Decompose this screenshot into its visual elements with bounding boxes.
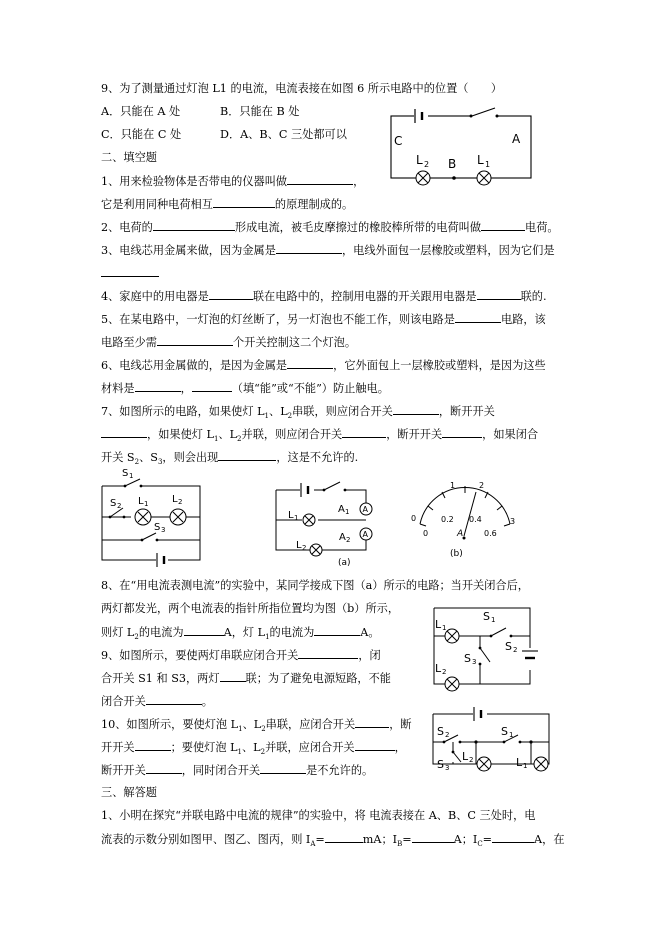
fill-10-line-2: 开开关 ；要使灯泡 $L_1$、$L_2$并联，应闭合开关 ， <box>101 741 406 757</box>
svg-text:2: 2 <box>513 646 518 654</box>
svg-text:A: A <box>338 504 345 515</box>
blank[interactable] <box>101 426 147 438</box>
blank[interactable] <box>209 288 253 300</box>
fig-label-b: B <box>448 157 457 171</box>
svg-text:2: 2 <box>445 731 450 739</box>
q9-option-c[interactable]: C．只能在 C 处 <box>101 128 182 141</box>
svg-text:0.6: 0.6 <box>484 529 497 538</box>
blank[interactable] <box>342 426 386 438</box>
svg-text:0.2: 0.2 <box>441 515 454 524</box>
fill-7-line-3: 开关 $S_2$、$S_3$，则会出现 ，这是不允许的. <box>101 451 359 467</box>
svg-text:3: 3 <box>161 526 166 534</box>
svg-text:2: 2 <box>117 502 122 510</box>
blank[interactable] <box>393 403 439 415</box>
blank[interactable] <box>455 311 501 323</box>
svg-text:0.4: 0.4 <box>469 515 482 524</box>
fill-2: 2、电荷的 形成电流，被毛皮摩擦过的橡胶棒所带的电荷叫做 电荷。 <box>101 221 559 234</box>
q9b-lamp-l1-icon <box>445 629 459 643</box>
q8a-lamp-l2-icon <box>310 544 322 556</box>
svg-text:0: 0 <box>411 514 417 523</box>
svg-text:S: S <box>437 725 444 738</box>
fill-7-line-2: ，如果使灯 $L_1$、$L_2$并联，则应闭合开关 ，断开开关 ，如果闭合 <box>101 426 538 447</box>
svg-text:1: 1 <box>294 514 299 522</box>
q10-lamp-l2-icon <box>477 757 491 771</box>
svg-text:2: 2 <box>442 668 447 676</box>
svg-text:L: L <box>435 662 442 675</box>
fill-7-line-1: 7、如图所示的电路，如果使灯 $L_1$、$L_2$串联，则应闭合开关 ，断开开关 <box>101 405 495 421</box>
fill-1-line-2: 它是利用同种电荷相互 的原理制成的。 <box>101 198 354 211</box>
svg-text:1: 1 <box>450 481 456 490</box>
fill-9-line-3: 闭合开关 。 <box>101 695 213 708</box>
fill-4: 4、家庭中的用电器是 联在电路中的，控制用电器的开关跟用电器是 联的. <box>101 290 547 303</box>
svg-text:1: 1 <box>523 762 528 770</box>
svg-text:2: 2 <box>346 536 351 544</box>
blank[interactable] <box>276 242 342 254</box>
svg-text:A: A <box>457 529 464 539</box>
ammeter-a1-icon <box>360 503 372 515</box>
q9-lamp-l1-icon <box>477 171 491 185</box>
fill-10-line-3: 断开开关 ，同时闭合开关 是不允许的。 <box>101 764 374 777</box>
svg-text:L: L <box>172 494 178 505</box>
fig-label-l2: L <box>416 153 423 167</box>
q9b-circuit-figure <box>430 600 546 692</box>
blank[interactable] <box>146 762 182 774</box>
svg-text:L: L <box>138 496 144 507</box>
answer-1-line-2: 流表的示数分别如图甲、图乙、图丙，则 $I_A=$ mA；$I_B= A$；$I_C= A$，在 <box>101 833 565 849</box>
blank[interactable] <box>412 831 454 843</box>
svg-text:2: 2 <box>469 756 474 764</box>
svg-text:S: S <box>122 468 129 479</box>
q10-circuit-figure <box>429 706 555 780</box>
fill-9-line-2: 合开关 S1 和 S3，两灯 联；为了避免电源短路，不能 <box>101 672 391 685</box>
svg-text:1: 1 <box>129 472 134 480</box>
svg-text:S: S <box>505 640 512 653</box>
svg-text:1: 1 <box>345 508 350 516</box>
q7-lamp-l2-icon <box>170 509 186 525</box>
blank[interactable] <box>477 288 521 300</box>
svg-text:1: 1 <box>442 624 447 632</box>
q9-option-a[interactable]: A．只能在 A 处 <box>101 105 181 118</box>
blank[interactable] <box>153 219 235 231</box>
q10-lamp-l1-icon <box>534 757 548 771</box>
q8a-lamp-l1-icon <box>303 514 315 526</box>
svg-text:A: A <box>362 505 368 514</box>
fill-8-line-2: 两灯都发光，两个电流表的指针所指位置均为图（b）所示， <box>101 602 400 615</box>
svg-text:(a): (a) <box>338 558 351 568</box>
svg-text:A: A <box>339 532 346 543</box>
fill-3: 3、电线芯用金属来做，因为金属是 ，电线外面包一层橡胶或塑料，因为它们是 <box>101 244 555 257</box>
blank[interactable] <box>355 739 395 751</box>
svg-text:(b): (b) <box>450 549 463 559</box>
ammeter-a2-icon <box>360 528 372 540</box>
blank[interactable] <box>157 334 233 346</box>
svg-text:1: 1 <box>144 500 149 508</box>
fill-8-line-3: 则灯 $L_2$的电流为 A，灯 $L_1$的电流为 A。 <box>101 626 380 642</box>
blank[interactable] <box>492 831 534 843</box>
fill-5-line-2: 电路至少需 个开关控制这二个灯泡。 <box>101 336 357 349</box>
svg-text:L: L <box>516 756 523 769</box>
q9-stem: 9、为了测量通过灯泡 L1 的电流，电流表接在如图 6 所示电路中的位置（ ） <box>101 82 503 95</box>
svg-text:S: S <box>110 498 117 509</box>
fig-label-l2-sub: 2 <box>424 160 430 169</box>
q9b-lamp-l2-icon <box>445 677 459 691</box>
svg-text:3: 3 <box>472 658 477 666</box>
svg-text:S: S <box>464 652 471 665</box>
blank[interactable] <box>146 693 202 705</box>
fill-6-line-1: 6、电线芯用金属做的，是因为金属是 ，它外面包上一层橡胶或塑料，是因为这些 <box>101 359 546 372</box>
fig-label-l1: L <box>477 153 484 167</box>
blank[interactable] <box>442 426 482 438</box>
q9-option-b[interactable]: B．只能在 B 处 <box>220 105 300 118</box>
svg-text:2: 2 <box>302 544 307 552</box>
blank[interactable] <box>101 265 159 277</box>
q9-lamp-l2-icon <box>416 171 430 185</box>
q8-figure-b-meter <box>406 476 522 562</box>
section-answer-title: 三、解答题 <box>101 786 157 799</box>
blank[interactable] <box>325 831 363 843</box>
blank[interactable] <box>298 647 358 659</box>
blank[interactable] <box>260 762 306 774</box>
svg-text:L: L <box>296 540 302 551</box>
svg-text:0: 0 <box>423 529 429 538</box>
fill-6-line-2: 材料是 ， （填“能”或“不能”）防止触电。 <box>101 382 389 395</box>
q8-figure-a <box>266 478 386 568</box>
blank[interactable] <box>220 670 246 682</box>
svg-text:2: 2 <box>479 481 485 490</box>
svg-text:L: L <box>435 618 442 631</box>
q7-circuit-figure <box>96 468 206 568</box>
fig-label-l1-sub: 1 <box>485 160 491 169</box>
svg-text:3: 3 <box>445 764 450 772</box>
fill-3-line-2 <box>101 265 159 282</box>
fig-label-c: C <box>394 134 403 148</box>
q9-option-d[interactable]: D．A、B、C 三处都可以 <box>220 128 347 141</box>
q9-circuit-figure <box>384 98 540 190</box>
svg-text:S: S <box>483 610 490 623</box>
blank[interactable] <box>135 380 181 392</box>
blank[interactable] <box>218 449 276 461</box>
svg-text:2: 2 <box>178 498 183 506</box>
blank[interactable] <box>184 624 224 636</box>
blank[interactable] <box>355 716 389 728</box>
svg-text:L: L <box>462 750 469 763</box>
svg-text:S: S <box>437 758 444 771</box>
blank[interactable] <box>287 357 333 369</box>
fill-8-line-1: 8、在“用电流表测电流”的实验中，某同学接成下图（a）所示的电路；当开关闭合后， <box>101 579 529 592</box>
blank[interactable] <box>192 380 232 392</box>
blank[interactable] <box>213 196 275 208</box>
fill-1-line-1: 1、用来检验物体是否带电的仪器叫做 ， <box>101 175 365 188</box>
blank[interactable] <box>135 739 171 751</box>
blank[interactable] <box>287 173 353 185</box>
fig-label-a: A <box>512 132 521 146</box>
svg-text:3: 3 <box>510 517 516 526</box>
svg-text:A: A <box>362 530 368 539</box>
blank[interactable] <box>481 219 525 231</box>
svg-text:1: 1 <box>491 616 496 624</box>
answer-1-line-1: 1、小明在探究“并联电路中电流的规律”的实验中，将 电流表接在 A、B、C 三处时，电 <box>101 809 536 822</box>
svg-text:L: L <box>288 510 294 521</box>
fill-9-line-1: 9、如图所示，要使两灯串联应闭合开关 ，闭 <box>101 649 381 662</box>
svg-text:S: S <box>501 725 508 738</box>
q7-lamp-l1-icon <box>135 509 151 525</box>
fill-5-line-1: 5、在某电路中，一灯泡的灯丝断了，另一灯泡也不能工作，则该电路是 电路，该 <box>101 313 546 326</box>
svg-text:S: S <box>154 522 161 533</box>
blank[interactable] <box>314 624 360 636</box>
fill-10-line-1: 10、如图所示，要使灯泡 $L_1$、$L_2$串联，应闭合开关 ，断 <box>101 718 412 734</box>
section-fill-in-title: 二、填空题 <box>101 151 157 164</box>
svg-text:1: 1 <box>509 731 514 739</box>
